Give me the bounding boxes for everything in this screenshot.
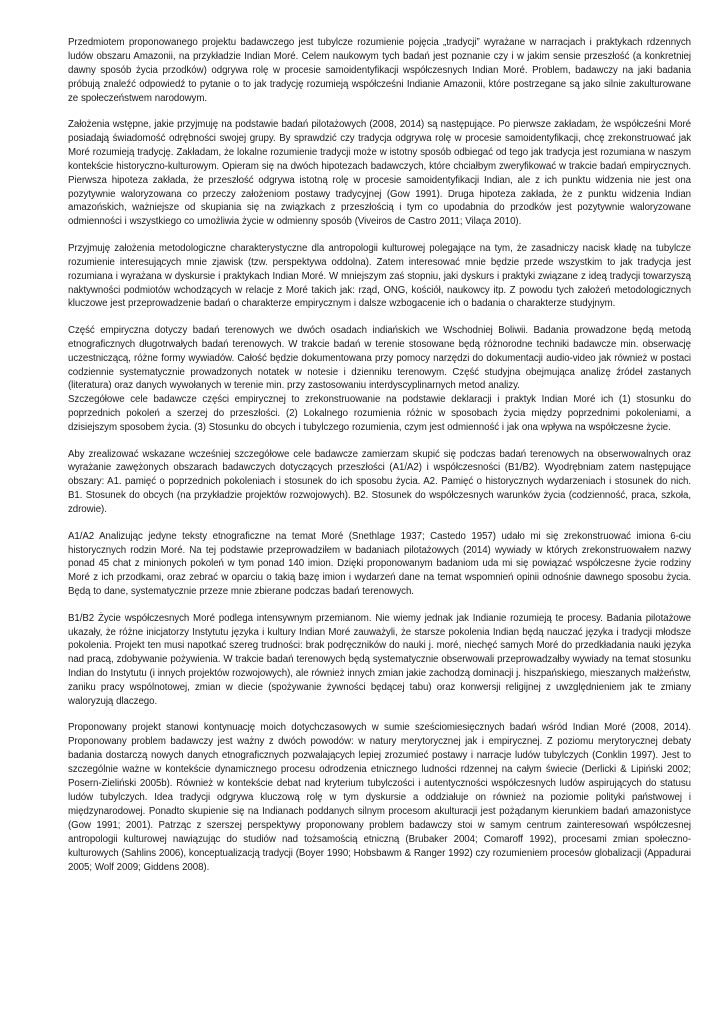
body-text [68, 36, 691, 887]
paragraph-methodology: Przyjmuję założenia metodologiczne charakterystyczne dla antropologii kulturowej polegające na tym, że zasadniczy nacisk kładę na tubylcze rozumienie interesujących mnie zjawisk (tzw. perspektywa oddolna). Zatem interesować mnie będzie przede wszystkim to jak tradycja jest rozumiana i wyrażana w dyskursie i praktykach Indian Moré. W mniejszym zaś stopniu, jaki dyskurs i praktyki związane z ideą tradycji towarzyszą naktywności podmiotów wchodzących w relacje z Moré takich jak: rząd, ONG, kościół, naukowcy itp. Z powodu tych założeń metodologicznych kluczowe jest przeprowadzenie badań o charakterze empirycznym i dalsze wzbogacenie ich o badania o charakterze studyjnym. [68, 242, 691, 310]
paragraph-assumptions: Założenia wstępne, jakie przyjmuję na podstawie badań pilotażowych (2008, 2014) są następujące. Po pierwsze zakładam, że współcześni Moré posiadają świadomość odrębności swojej grupy. By sprawdzić czy tradycja odgrywa rolę w procesie samoidentyfikacji, chcę zrekonstruować jak Moré rozumieją tradycję. Zakładam, że lokalne rozumienie tradycji może w istotny sposób odbiegać od tego jak tradycja jest rozumiana w naszym kontekście historyczno-kulturowym. Opieram się na dwóch hipotezach badawczych, które chciałbym zweryfikować w trakcie badań empirycznych. Pierwsza hipoteza zakłada, że przeszłość odgrywa istotną rolę w procesie samoidentyfikacji Indian, ale z ich punktu widzenia nie jest ona pozytywnie waloryzowana co przeczy założeniom postawy tradycyjnej (Gow 1991). Druga hipoteza zakłada, że z punktu widzenia Indian amazońskich, ważniejsze od skupiania się na związkach z przeszłością i tym co upodabnia do przodków jest pozytywnie waloryzowane odmienności i wszystkiego co umożliwia życie w odmienny sposób (Viveiros de Castro 2011; Vilaça 2010). [68, 119, 691, 228]
paragraph-detailed-goals: Szczegółowe cele badawcze części empirycznej to zrekonstruowanie na podstawie deklaracji i praktyk Indian Moré ich (1) stosunku do poprzednich pokoleń a szerzej do przeszłości. (2) Lokalnego rozumienia różnic w sposobach życia między poprzednimi pokoleniami, a dzisiejszym sposobem życia. (3) Stosunku do obcych i tubylczego rozumienia, czym jest odmienność i jak ona wpływa na współczesne życie. [68, 394, 691, 434]
paragraph-empirical-part: Część empiryczna dotyczy badań terenowych we dwóch osadach indiańskich we Wschodniej Boliwii. Badania prowadzone będą metodą etnograficznych długotrwałych badań terenowych. W trakcie badań w terenie stosowane będą różnorodne techniki badawcze min. obserwację uczestniczącą, różne formy wywiadów. Całość będzie dokumentowana przy pomocy narzędzi do dokumentacji audio-video jak również w postaci codziennie systematycznie prowadzonych notatek w notesie i dzienniku terenowym. Część studyjna obejmująca analizę źródeł zastanych (literatura) oraz danych wywołanych w terenie min. przy zastosowaniu interdyscyplinarnych metod analizy. [68, 324, 691, 392]
paragraph-a1-a2: A1/A2 Analizując jedyne teksty etnograficzne na temat Moré (Snethlage 1937; Castedo 1957) udało mi się zrekonstruować imiona 6-ciu historycznych rodzin Moré. Na tej podstawie przeprowadziłem w badaniach pilotażowych (2014) wywiady w których zrekonstruowałem nazwy ponad 45 chat z minionych pokoleń w tym ponad 140 imion. Dzięki proponowanym badaniom uda mi się powiązać współczesne życie rodziny Moré z ich przodkami, oraz zebrać w oparciu o takią bazę imion i wydarzeń dane na temat wspomnień opinii odnośnie dawnego sposobu życia. Będą to dane, systematycznie przeze mnie zbierane podczas badań terenowych. [68, 530, 691, 598]
paragraph-research-areas: Aby zrealizować wskazane wcześniej szczegółowe cele badawcze zamierzam skupić się podczas badań terenowych na obserwowalnych oraz wyrażanie zawężonych obszarach badawczych dotyczących przeszłości (A1/A2) i współczesności (B1/B2). Wyodrębniam zatem następujące obszary: A1. pamięć o poprzednich pokoleniach i stosunek do ich sposobu życia. A2. Pamięć o historycznych wydarzeniach i stosunek do nich. B1. Stosunek do obcych (na przykładzie projektów rozwojowych). B2. Stosunek do współczesnych warunków życia (codzienność, praca, szkoła, zdrowie). [68, 448, 691, 516]
paragraph-significance: Proponowany projekt stanowi kontynuację moich dotychczasowych w sumie sześciomiesięcznych badań wśród Indian Moré (2008, 2014). Proponowany problem badawczy jest ważny z dwóch powodów: w natury merytorycznej jak i empirycznej. Z poziomu merytorycznej debaty badania dostarczą nowych danych etnograficznych pozwalających lepiej zrozumieć postawy i narracje ludów tubylczych (Conklin 1997). Jest to szczególnie ważne w kontekście dynamicznego procesu odrodzenia etnicznego ludności rdzennej na całym świecie (Derlicki & Lipiński 2002; Posern-Zieliński 2005b). Również w kontekście debat nad kryterium tubylczości i autentyczności współczesnych ludów aspirujących do statusu ludów tubylczych. Idea tradycji odgrywa kluczową rolę w tym dyskursie a oddziałuje on również na poziomie polityki państwowej i międzynarodowej. Ponadto skupienie się na Indianach poddanych silnym procesom akulturacji jest pożądanym kierunkiem badań amazonistyce (Gow 1991; 2001). Patrząc z szerszej perspektywy proponowany problem badawczy stoi w samym centrum zainteresowań współczesnej antropologii kulturowej nawiązując do studiów nad tożsamością etniczną (Brubaker 2004; Comaroff 1992), procesami zmian społeczno-kulturowych (Sahlins 2006), konceptualizacją tradycji (Boyer 1990; Hobsbawm & Ranger 1992) czy rozumieniem procesów globalizacji (Appadurai 2005; Wolf 2009; Giddens 2008). [68, 722, 691, 873]
paragraph-subject: Przedmiotem proponowanego projektu badawczego jest tubylcze rozumienie pojęcia „tradycji” wyrażane w narracjach i praktykach rdzennych ludów obszaru Amazonii, na przykładzie Indian Moré. Celem naukowym tych badań jest poznanie czy i w jakim sensie przeszłość (a konkretniej dawny sposób życia przodków) odgrywa rolę w procesie samoidentyfikacji współczesnych Indian Moré. Problem, badawczy na jaki badania próbują znaleźć odpowiedź to pytanie o to jak tradycję rozumieją współcześni Indianie Amazonii, które postrzegane są jako silnie zakulturowane ze społeczeństwem narodowym. [68, 37, 691, 104]
paragraph-b1-b2: B1/B2 Życie współczesnych Moré podlega intensywnym przemianom. Nie wiemy jednak jak Indianie rozumieją te procesy. Badania pilotażowe ukazały, że różne inicjatorzy Instytutu języka i kultury Indian Moré zauważyli, że starsze pokolenia Indian będą nauczać języka i tradycji młodsze pokolenia. Projekt ten musi napotkać szereg trudności: brak podręczników do nauki j. moré, niechęć samych Moré do przedkładania nauki języka nad pracą, zdobywanie pożywienia. W trakcie badań terenowych będą systematycznie obserwowali przeprowadzałby wywiady na temat stosunku Indian do Instytutu (i innych projektów rozwojowych), ale również innych zmian jakie zachodzą dominacji j. hiszpańskiego, mieszanych małżeństw, zaniku pracy wspólnotowej, zmian w diecie (spożywanie żywności będącej tabu) oraz konwersji religijnej z uwzględnieniem jak te zmiany waloryzują dlaczego. [68, 612, 691, 708]
